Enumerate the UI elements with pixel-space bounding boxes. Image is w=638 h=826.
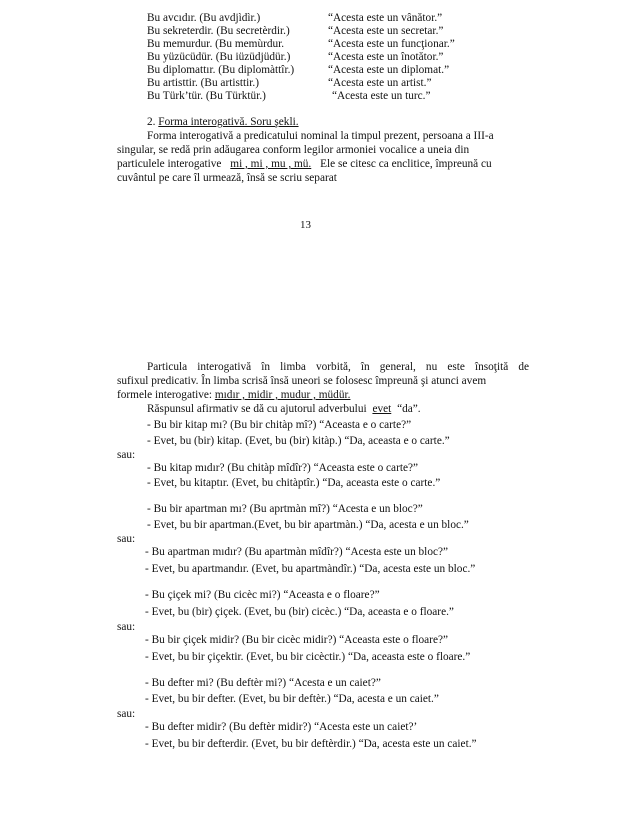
example-line: - Evet, bu (bir) kitap. (Evet, bu (bir) kitàp.) “Da, aceasta e o carte.”	[147, 435, 450, 447]
para-text: “da”.	[397, 403, 421, 415]
example-left-6: Bu Türk’tür. (Bu Türktür.)	[147, 90, 266, 102]
example-line: - Evet, bu (bir) çiçek. (Evet, bu (bir) cicèc.) “Da, aceasta e o floare.”	[145, 606, 454, 618]
section-3-para-line-2: sufixul predicativ. În limba scrisă însă uneori se folosesc împreună şi atunci avem	[117, 375, 487, 387]
example-right-3: “Acesta este un înotător.”	[328, 51, 444, 63]
section-title: Forma interogativă. Soru şekli.	[158, 116, 299, 128]
example-left-1: Bu sekreterdir. (Bu secretèrdir.)	[147, 25, 290, 37]
interrogative-particles: mi , mi , mu , mü.	[230, 158, 312, 170]
interrogative-forms: mıdır , midir , mudur , müdür.	[214, 389, 351, 401]
para-text: particulele interogative	[117, 158, 222, 170]
section-3-para-line-3	[117, 389, 350, 402]
para-text: Răspunsul afirmativ se dă cu ajutorul adverbului	[147, 403, 367, 415]
adverb-evet: evet	[372, 403, 392, 415]
section-2-heading	[147, 116, 299, 129]
page-number: 13	[300, 219, 311, 231]
para-text: formele interogative:	[117, 389, 213, 401]
example-line: - Bu kitap mıdır? (Bu chitàp mîdîr?) “Aceasta este o carte?”	[147, 462, 419, 474]
example-right-4: “Acesta este un diplomat.”	[328, 64, 450, 76]
example-left-4: Bu diplomattır. (Bu diplomàttîr.)	[147, 64, 295, 76]
example-line: - Bu bir çiçek midir? (Bu bir cicèc midir?) “Aceasta este o floare?”	[145, 634, 448, 646]
example-line: - Bu bir apartman mı? (Bu aprtmàn mî?) “Acesta e un bloc?”	[147, 503, 423, 515]
example-left-5: Bu artisttir. (Bu artisttir.)	[147, 77, 260, 89]
example-line: - Evet, bu apartmandır. (Evet, bu apartmàndîr.) “Da, acesta este un bloc.”	[145, 563, 476, 575]
section-3-para-line-1: Particula interogativă în limba vorbită, în general, nu este însoţită de	[147, 361, 529, 373]
example-left-3: Bu yüzücüdür. (Bu iüzüdjüdür.)	[147, 51, 291, 63]
example-line: - Evet, bu bir defterdir. (Evet, bu bir deftèrdir.) “Da, acesta este un caiet.”	[145, 738, 477, 750]
section-3-para-line-4	[147, 403, 421, 416]
example-line: - Evet, bu bir defter. (Evet, bu bir deftèr.) “Da, acesta e un caiet.”	[145, 693, 439, 705]
section-2-para-line-2: singular, se redă prin adăugarea conform legilor armoniei vocalice a uneia din	[117, 144, 470, 156]
para-text: Ele se citesc ca enclitice, împreună cu	[320, 158, 492, 170]
sau-label: sau:	[117, 708, 136, 720]
example-right-6: “Acesta este un turc.”	[332, 90, 431, 102]
sau-label: sau:	[117, 621, 136, 633]
example-line: - Bu defter midir? (Bu deftèr midir?) “Acesta este un caiet?’	[145, 721, 418, 733]
example-left-0: Bu avcıdır. (Bu avdjìdìr.)	[147, 12, 261, 24]
example-left-2: Bu memurdur. (Bu memùrdur.	[147, 38, 285, 50]
section-2-para-line-3	[117, 158, 492, 171]
section-2-para-line-4: cuvântul pe care îl urmează, însă se scriu separat	[117, 172, 337, 184]
example-line: - Bu defter mi? (Bu deftèr mi?) “Acesta e un caiet?”	[145, 677, 381, 689]
sau-label: sau:	[117, 533, 136, 545]
example-line: - Bu bir kitap mı? (Bu bir chitàp mî?) “Aceasta e o carte?”	[147, 419, 412, 431]
example-line: - Evet, bu bir çiçektir. (Evet, bu bir cicèctir.) “Da, aceasta este o floare.”	[145, 651, 471, 663]
example-line: - Bu çiçek mi? (Bu cicèc mi?) “Aceasta e o floare?”	[145, 589, 380, 601]
example-line: - Evet, bu kitaptır. (Evet, bu chitàptîr.) “Da, aceasta este o carte.”	[147, 477, 441, 489]
example-right-1: “Acesta este un secretar.”	[328, 25, 444, 37]
example-line: - Evet, bu bir apartman.(Evet, bu bir apartmàn.) “Da, acesta e un bloc.”	[147, 519, 469, 531]
section-number: 2.	[147, 116, 159, 128]
example-right-0: “Acesta este un vânător.”	[328, 12, 443, 24]
example-line: - Bu apartman mıdır? (Bu apartmàn mîdîr?) “Acesta este un bloc?”	[145, 546, 449, 558]
example-right-5: “Acesta este un artist.”	[328, 77, 432, 89]
section-2-para-line-1: Forma interogativă a predicatului nominal la timpul prezent, persoana a III-a	[147, 130, 494, 142]
example-right-2: “Acesta este un funcţionar.”	[328, 38, 455, 50]
sau-label: sau:	[117, 449, 136, 461]
